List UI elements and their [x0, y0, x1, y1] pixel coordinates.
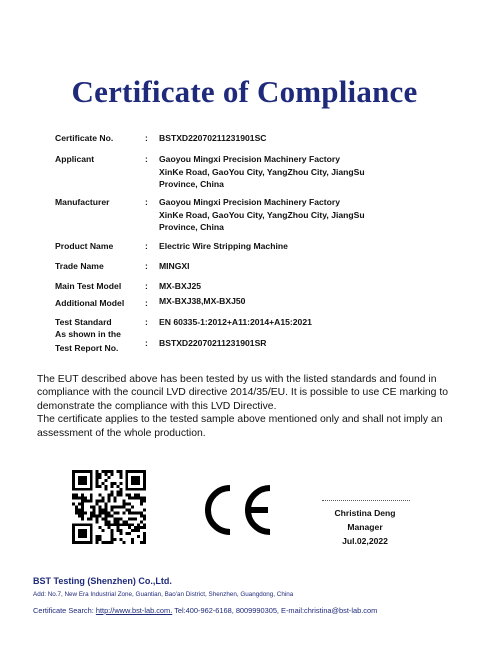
applicant-address-line1: XinKe Road, GaoYou City, YangZhou City, JiangSu	[159, 167, 365, 177]
signature-line	[322, 500, 410, 501]
certificate-no-label: Certificate No.	[55, 133, 114, 143]
applicant-label: Applicant	[55, 154, 95, 164]
footer-company-name: BST Testing (Shenzhen) Co.,Ltd.	[33, 576, 172, 586]
manufacturer-label: Manufacturer	[55, 197, 110, 207]
signatory-name: Christina Deng	[334, 508, 396, 518]
additional-model-value: MX-BXJ38,MX-BXJ50	[159, 296, 246, 306]
colon: :	[145, 154, 148, 164]
applicant-address-line2: Province, China	[159, 179, 224, 189]
colon: :	[145, 317, 148, 327]
certificate-search-label: Certificate Search:	[33, 606, 94, 615]
trade-name-value: MINGXI	[159, 261, 190, 271]
colon: :	[145, 133, 148, 143]
product-name-value: Electric Wire Stripping Machine	[159, 241, 288, 251]
applicant-name: Gaoyou Mingxi Precision Machinery Factory	[159, 154, 340, 164]
manufacturer-address-line1: XinKe Road, GaoYou City, YangZhou City, JiangSu	[159, 210, 365, 220]
colon: :	[145, 281, 148, 291]
additional-model-label: Additional Model	[55, 298, 125, 308]
manufacturer-address-line2: Province, China	[159, 222, 224, 232]
ce-mark-icon	[198, 482, 274, 538]
contact-info: Tel:400-962-6168, 8009990305, E-mail:christina@bst-lab.com	[174, 606, 378, 615]
product-name-label: Product Name	[55, 241, 114, 251]
colon: :	[145, 241, 148, 251]
certificate-title: Certificate of Compliance	[71, 74, 418, 109]
colon: :	[145, 197, 148, 207]
website-link[interactable]: http://www.bst-lab.com.	[95, 606, 173, 615]
test-standard-value: EN 60335-1:2012+A11:2014+A15:2021	[159, 317, 312, 327]
test-report-label-line2: Test Report No.	[55, 343, 119, 353]
statement-paragraph-2: The certificate applies to the tested sample above mentioned only and shall not imply an assessment of the whole production.	[37, 414, 443, 439]
signatory-title: Manager	[347, 522, 383, 532]
compliance-statement	[37, 373, 457, 440]
trade-name-label: Trade Name	[55, 261, 104, 271]
test-report-value: BSTXD22070211231901SR	[159, 338, 267, 348]
certificate-no-value: BSTXD22070211231901SC	[159, 133, 267, 143]
test-report-label-line1: As shown in the	[55, 329, 121, 339]
qr-code[interactable]	[72, 470, 146, 544]
colon: :	[145, 298, 148, 308]
colon: :	[145, 261, 148, 271]
test-standard-label: Test Standard	[55, 317, 112, 327]
main-test-model-value: MX-BXJ25	[159, 281, 202, 291]
colon: :	[145, 338, 148, 348]
footer-address: Add: No.7, New Era Industrial Zone, Guantian, Bao'an District, Shenzhen, Guangdong, China	[33, 591, 294, 598]
manufacturer-name: Gaoyou Mingxi Precision Machinery Factory	[159, 197, 340, 207]
statement-paragraph-1: The EUT described above has been tested by us with the listed standards and found in compliance with the council LVD directive 2014/35/EU. It is possible to use CE marking to demonstrate the compliance with this LVD Directive.	[37, 374, 449, 412]
footer-contact-line	[33, 606, 377, 615]
main-test-model-label: Main Test Model	[55, 281, 122, 291]
signature-date: Jul.02,2022	[342, 536, 388, 546]
